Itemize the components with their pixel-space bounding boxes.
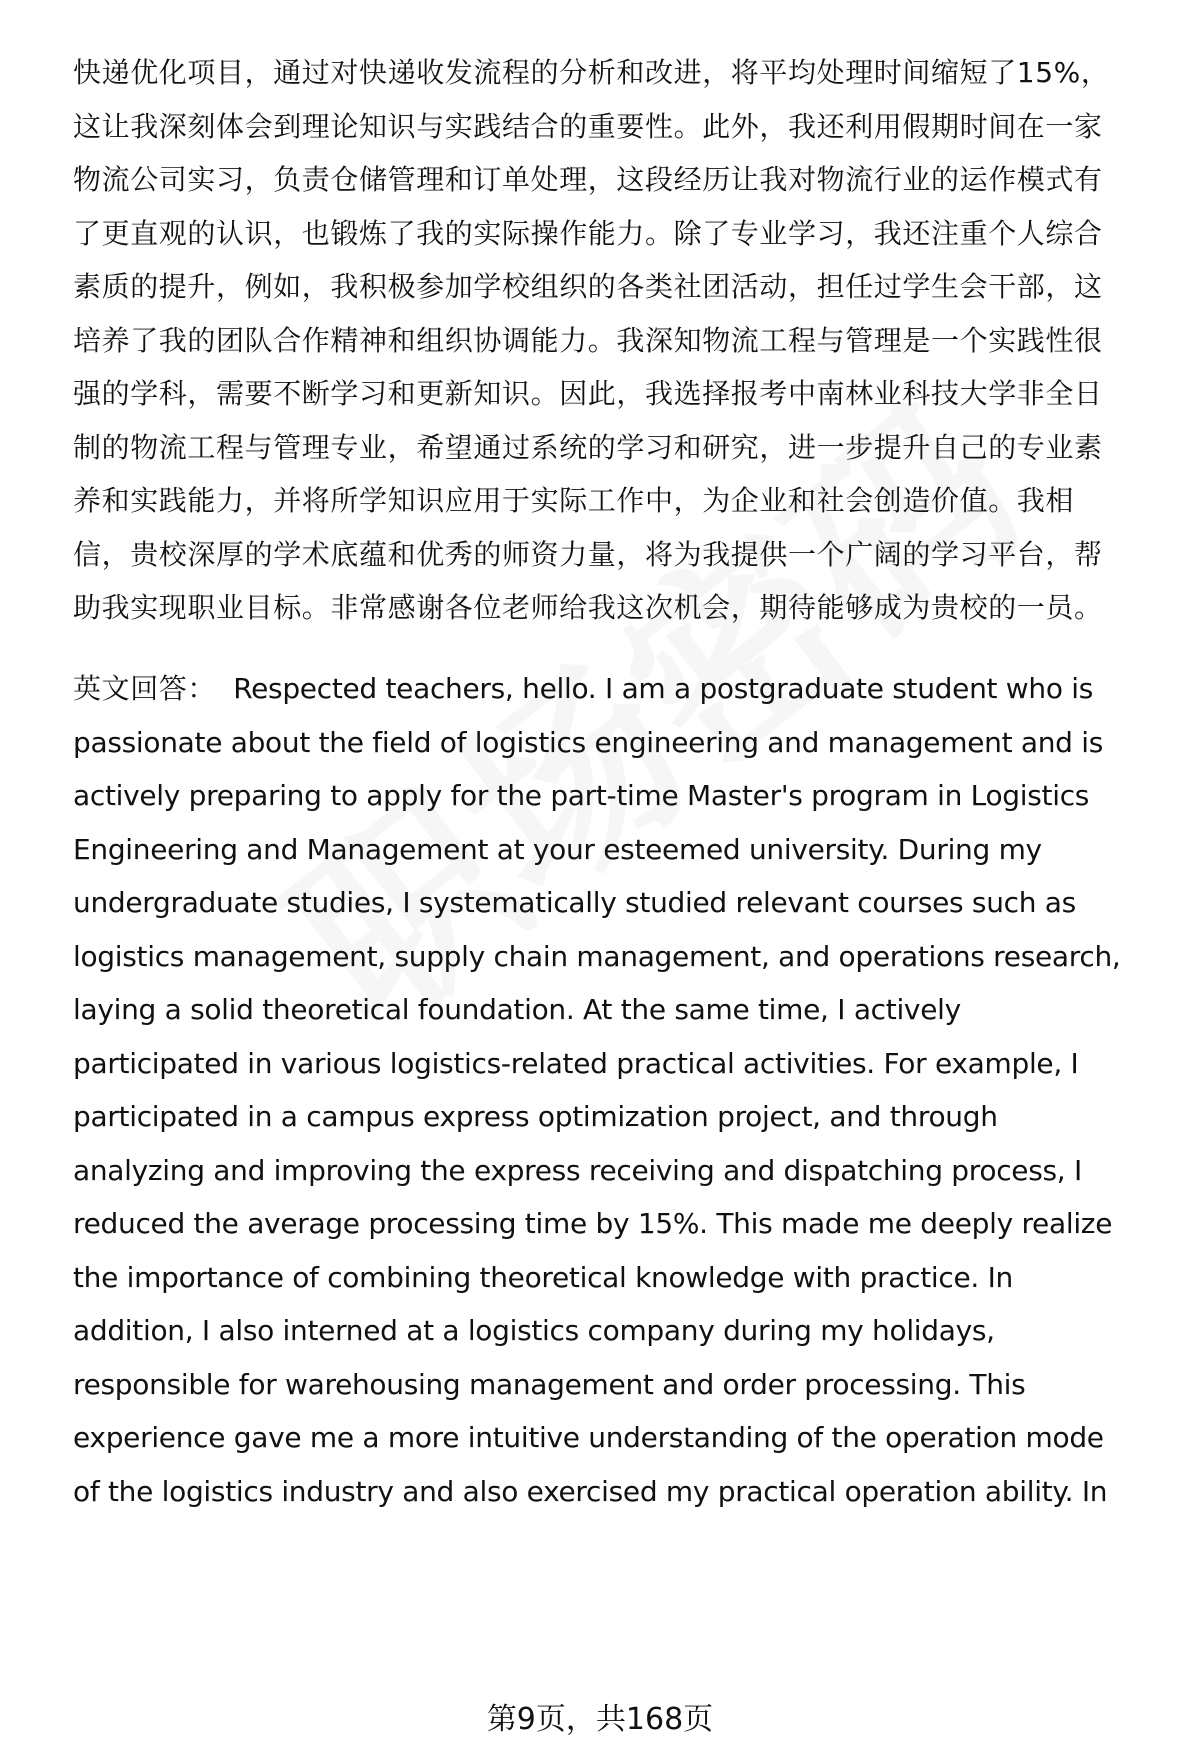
english-line: Respected teachers, hello. I am a postgraduate student who is [233,672,1094,705]
english-line: laying a solid theoretical foundation. At the same time, I actively [73,993,961,1026]
english-line: passionate about the field of logistics engineering and management and is [73,726,1103,759]
chinese-line: 培养了我的团队合作精神和组织协调能力。我深知物流工程与管理是一个实践性很 [73,324,1103,357]
english-line: undergraduate studies, I systematically studied relevant courses such as [73,886,1076,919]
english-line: analyzing and improving the express receiving and dispatching process, I [73,1154,1082,1187]
chinese-line: 助我实现职业目标。非常感谢各位老师给我这次机会，期待能够成为贵校的一员。 [73,591,1103,624]
english-line: actively preparing to apply for the part-time Master's program in Logistics [73,779,1090,812]
english-line: Engineering and Management at your esteemed university. During my [73,833,1042,866]
english-line: the importance of combining theoretical knowledge with practice. In [73,1261,1014,1294]
chinese-line: 物流公司实习，负责仓储管理和订单处理，这段经历让我对物流行业的运作模式有 [73,163,1103,196]
english-line: experience gave me a more intuitive understanding of the operation mode [73,1421,1104,1454]
page-footer: 第9页，共168页 [486,1702,714,1737]
english-answer-first-line [73,659,1145,719]
english-answer-label: 英文回答： [73,672,217,705]
chinese-line: 强的学科，需要不断学习和更新知识。因此，我选择报考中南林业科技大学非全日 [73,377,1103,410]
english-line: logistics management, supply chain management, and operations research, [73,940,1121,973]
chinese-line: 了更直观的认识，也锻炼了我的实际操作能力。除了专业学习，我还注重个人综合 [73,217,1103,250]
chinese-line: 素质的提升，例如，我积极参加学校组织的各类社团活动，担任过学生会干部，这 [73,270,1103,303]
english-line: reduced the average processing time by 15%. This made me deeply realize [73,1207,1113,1240]
chinese-line: 养和实践能力，并将所学知识应用于实际工作中，为企业和社会创造价值。我相 [73,484,1075,517]
chinese-line: 信，贵校深厚的学术底蕴和优秀的师资力量，将为我提供一个广阔的学习平台，帮 [73,538,1103,571]
english-line: participated in a campus express optimization project, and through [73,1100,998,1133]
english-line: addition, I also interned at a logistics company during my holidays, [73,1314,995,1347]
english-line: participated in various logistics-related practical activities. For example, I [73,1047,1079,1080]
chinese-line: 快递优化项目，通过对快递收发流程的分析和改进，将平均处理时间缩短了15%， [73,56,1110,89]
chinese-line: 制的物流工程与管理专业，希望通过系统的学习和研究，进一步提升自己的专业素 [73,431,1103,464]
english-line: responsible for warehousing management and order processing. This [73,1368,1026,1401]
english-line: of the logistics industry and also exercised my practical operation ability. In [73,1475,1108,1508]
chinese-line: 这让我深刻体会到理论知识与实践结合的重要性。此外，我还利用假期时间在一家 [73,110,1103,143]
